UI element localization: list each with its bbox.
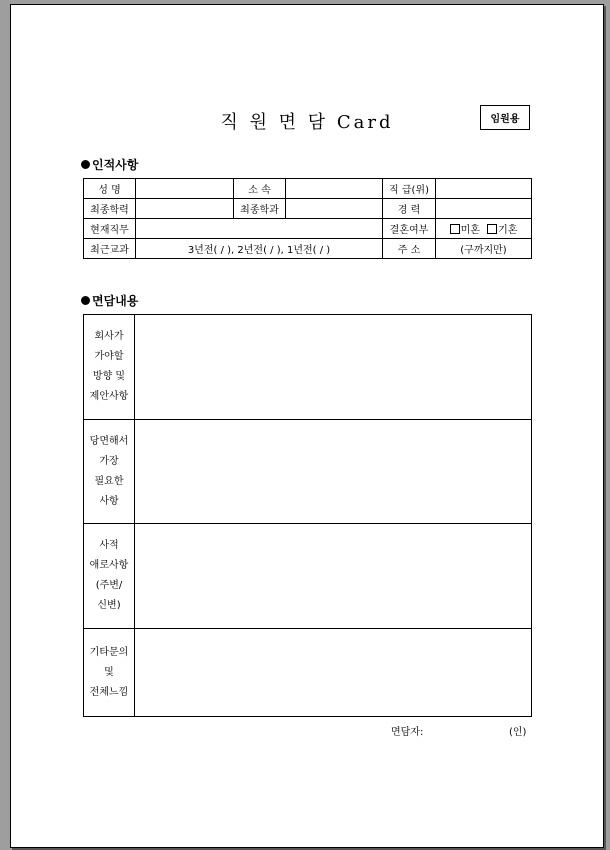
career-label: 경 력 [383,199,436,219]
document-page [10,4,604,848]
married-checkbox[interactable] [487,224,497,234]
section-personal-label: 인적사항 [92,158,139,172]
major-field[interactable] [286,199,383,219]
personal-info-table [83,178,532,259]
dept-field[interactable] [286,179,383,199]
section-personal-heading [81,156,138,173]
education-label: 최종학력 [84,199,136,219]
career-field[interactable] [436,199,532,219]
label-line: 방향 및 [92,371,126,382]
document-title: 직 원 면 담 Card [220,112,394,133]
label-line: 사적 [99,540,119,551]
executive-badge: 임원용 [480,105,530,130]
other-comments-field[interactable] [135,629,532,717]
training-label: 최근교과 [84,239,136,259]
address-label: 주 소 [383,239,436,259]
label-line: 필요한 [94,475,124,487]
rank-field[interactable] [436,179,532,199]
bullet-icon [81,296,90,305]
label-line: 당면해서 [89,435,129,447]
single-option-label: 미혼 [460,225,480,236]
label-line: 전체느낌 [89,686,129,698]
address-value: (구까지만) [436,239,532,259]
section-interview-label: 면담내용 [92,294,139,308]
label-line: 가야할 [94,351,124,362]
company-direction-field[interactable] [135,315,532,420]
training-value: 3년전( / ), 2년전( / ), 1년전( / ) [136,239,383,259]
single-checkbox[interactable] [450,224,460,234]
interview-row-label [84,629,135,717]
bullet-icon [81,160,90,169]
personal-difficulties-field[interactable] [135,524,532,629]
label-line: 제안사항 [89,391,129,402]
label-line: 애로사항 [89,560,129,571]
label-line: 회사가 [94,331,124,342]
current-job-field[interactable] [136,219,383,239]
current-job-label: 현재직무 [84,219,136,239]
label-line: 신변) [97,600,121,611]
seal-mark: (인) [509,727,527,738]
interview-table [83,314,532,717]
education-field[interactable] [136,199,234,219]
current-needs-field[interactable] [135,420,532,524]
rank-label: 직 급(위) [383,179,436,199]
marital-label: 결혼여부 [383,219,436,239]
dept-label: 소 속 [234,179,286,199]
label-line: 가장 [99,455,119,467]
interview-row-label [84,420,135,524]
major-label: 최종학과 [234,199,286,219]
interview-row-label [84,524,135,629]
married-option-label: 기혼 [498,225,518,236]
interview-row-label [84,315,135,420]
interviewer-label: 면담자: [391,727,424,738]
label-line: 사항 [99,495,119,507]
marital-options [436,219,532,239]
label-line: 기타문의 [89,646,129,658]
label-line: (주변/ [95,580,123,591]
label-line: 및 [104,666,114,678]
name-label: 성 명 [84,179,136,199]
section-interview-heading [81,292,138,309]
name-field[interactable] [136,179,234,199]
